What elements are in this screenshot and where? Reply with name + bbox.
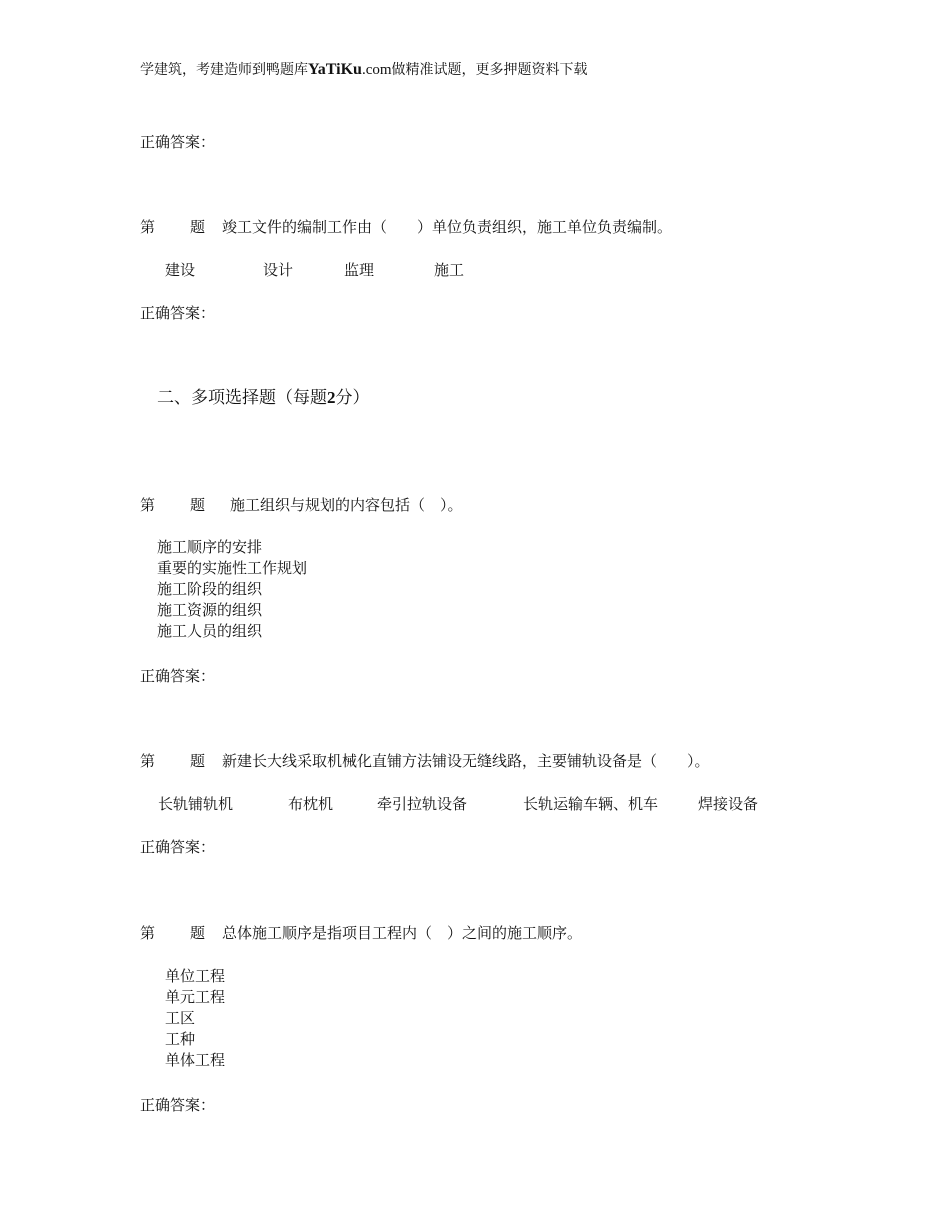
question-number-prefix: 第 — [140, 752, 156, 770]
answer-label: 正确答案： — [140, 1096, 216, 1114]
question-number-prefix: 第 — [140, 496, 156, 514]
header-prefix: 学建筑，考建造师到鸭题库 — [140, 62, 308, 78]
option-c: 施工阶段的组织 — [157, 580, 263, 598]
question-text: 新建长大线采取机械化直铺方法铺设无缝线路，主要铺轨设备是（ ）。 — [222, 752, 710, 770]
option-b: 单元工程 — [165, 988, 226, 1006]
option-d: 长轨运输车辆、机车 — [523, 795, 659, 813]
question-text: 总体施工顺序是指项目工程内（ ）之间的施工顺序。 — [222, 924, 583, 942]
option-b: 重要的实施性工作规划 — [157, 559, 308, 577]
option-a: 施工顺序的安排 — [157, 538, 263, 556]
option-d: 施工资源的组织 — [157, 601, 263, 619]
header-domain: .com — [361, 62, 392, 78]
option-c: 牵引拉轨设备 — [377, 795, 468, 813]
question-number-suffix: 题 — [190, 218, 206, 236]
option-e: 施工人员的组织 — [157, 622, 263, 640]
option-c: 工区 — [165, 1009, 196, 1027]
option-b: 布枕机 — [288, 795, 334, 813]
question-number-suffix: 题 — [190, 924, 206, 942]
option-a: 单位工程 — [165, 967, 226, 985]
section-heading — [157, 387, 370, 409]
question-number-suffix: 题 — [190, 752, 206, 770]
question-text: 竣工文件的编制工作由（ ）单位负责组织，施工单位负责编制。 — [222, 218, 673, 236]
option-a: 建设 — [165, 261, 196, 279]
option-e: 焊接设备 — [698, 795, 759, 813]
section-heading-suffix: 分） — [335, 388, 370, 408]
option-d: 施工 — [434, 261, 465, 279]
answer-label: 正确答案： — [140, 838, 216, 856]
option-e: 单体工程 — [165, 1051, 226, 1069]
question-number-prefix: 第 — [140, 924, 156, 942]
answer-label: 正确答案： — [140, 667, 216, 685]
section-heading-prefix: 二、多项选择题（每题 — [157, 388, 327, 408]
answer-label: 正确答案： — [140, 304, 216, 322]
page-header — [140, 60, 588, 80]
question-number-prefix: 第 — [140, 218, 156, 236]
option-b: 设计 — [263, 261, 294, 279]
option-d: 工种 — [165, 1030, 196, 1048]
section-heading-points: 2 — [327, 388, 336, 407]
option-c: 监理 — [344, 261, 375, 279]
question-text: 施工组织与规划的内容包括（ ）。 — [230, 496, 463, 514]
option-a: 长轨铺轨机 — [158, 795, 234, 813]
header-suffix: 做精准试题，更多押题资料下载 — [391, 62, 588, 78]
answer-label: 正确答案： — [140, 133, 216, 151]
header-brand: YaTiKu — [308, 61, 362, 78]
question-number-suffix: 题 — [190, 496, 206, 514]
